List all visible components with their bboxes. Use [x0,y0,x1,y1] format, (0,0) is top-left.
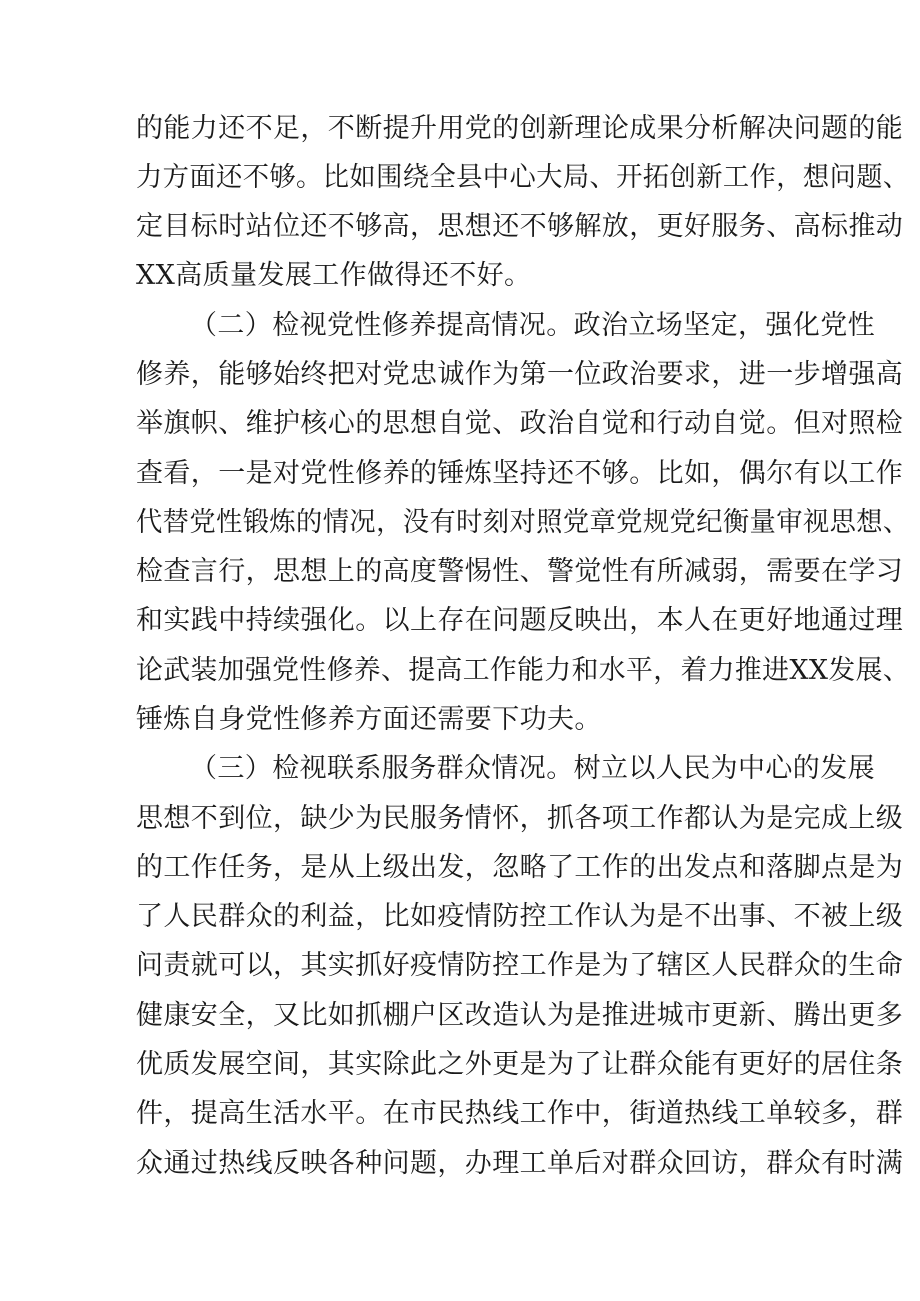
text-line: 问责就可以，其实抓好疫情防控工作是为了辖区人民群众的生命 [136,950,904,981]
text-line: 举旗帜、维护核心的思想自觉、政治自觉和行动自觉。但对照检 [136,408,904,439]
text-line: 检查言行，思想上的高度警惕性、警觉性有所减弱，需要在学习 [136,556,904,587]
text-line: 查看，一是对党性修养的锤炼坚持还不够。比如，偶尔有以工作 [136,458,904,489]
text-line: 众通过热线反映各种问题，办理工单后对群众回访，群众有时满 [136,1148,904,1179]
text-line: 锤炼自身党性修养方面还需要下功夫。 [136,704,602,735]
text-line: 件，提高生活水平。在市民热线工作中，街道热线工单较多，群 [136,1098,904,1129]
text-line: 和实践中持续强化。以上存在问题反映出，本人在更好地通过理 [136,605,904,636]
text-line: 代替党性锻炼的情况，没有时刻对照党章党规党纪衡量审视思想、 [136,507,910,538]
text-line: 修养，能够始终把对党忠诚作为第一位政治要求，进一步增强高 [136,359,904,390]
section-heading-line: （二）检视党性修养提高情况。政治立场坚定，强化党性 [190,310,875,341]
text-line: 论武装加强党性修养、提高工作能力和水平，着力推进XX发展、 [136,655,911,686]
text-line: 的工作任务，是从上级出发，忽略了工作的出发点和落脚点是为 [136,852,904,883]
text-line: 思想不到位，缺少为民服务情怀，抓各项工作都认为是完成上级 [136,803,904,834]
section-heading-line: （三）检视联系服务群众情况。树立以人民为中心的发展 [190,753,875,784]
text-line: XX高质量发展工作做得还不好。 [136,260,532,291]
text-line: 了人民群众的利益，比如疫情防控工作认为是不出事、不被上级 [136,901,904,932]
text-line: 定目标时站位还不够高，思想还不够解放，更好服务、高标推动 [136,211,904,242]
text-line: 的能力还不足，不断提升用党的创新理论成果分析解决问题的能 [136,113,904,144]
text-line: 健康安全，又比如抓棚户区改造认为是推进城市更新、腾出更多 [136,1000,904,1031]
text-line: 优质发展空间，其实除此之外更是为了让群众能有更好的居住条 [136,1049,904,1080]
text-line: 力方面还不够。比如围绕全县中心大局、开拓创新工作，想问题、 [136,162,910,193]
